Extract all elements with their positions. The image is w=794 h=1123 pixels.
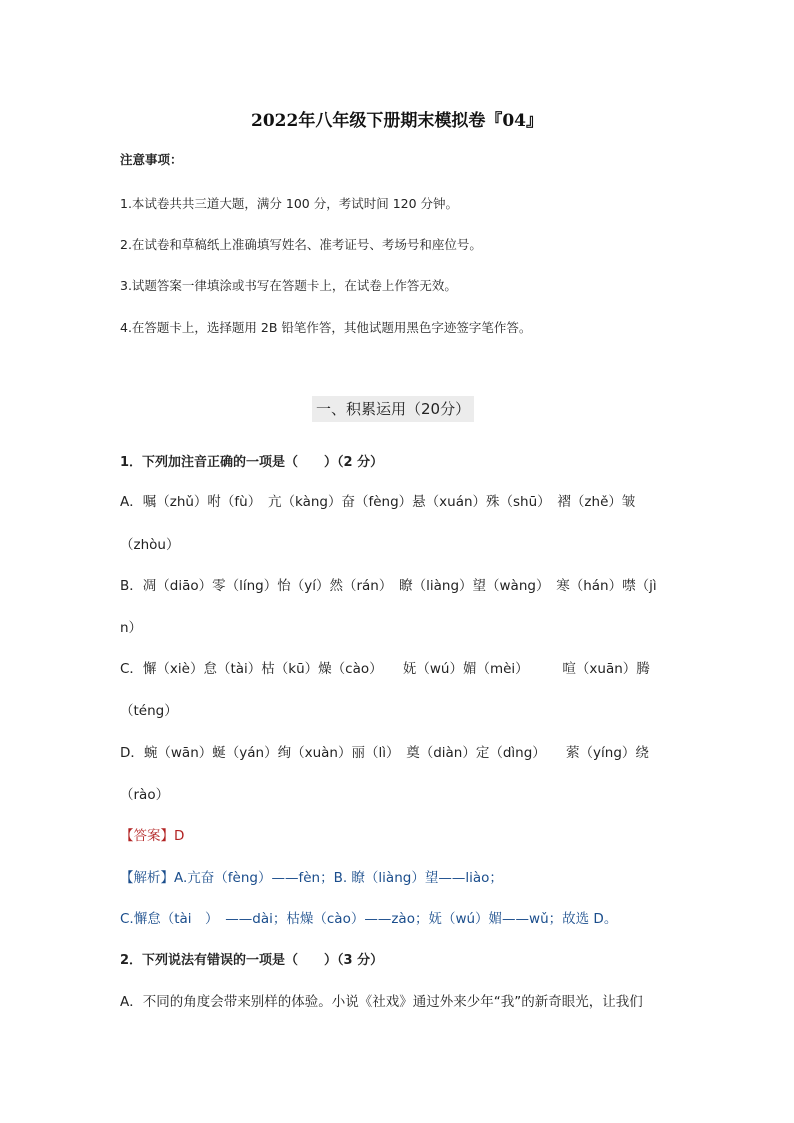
answer-line [120,824,184,844]
analysis-line-2: C.懈怠（tài ） ——dài；枯燥（cào）——zào；妩（wú）媚——wǔ；故选 D。 [120,911,618,927]
question-1-option-a: A．嘱（zhǔ）咐（fù） 亢（kàng）奋（fèng）悬（xuán）殊（shū） 褶（zhě）皱 [120,494,636,510]
notice-item: 1.本试卷共共三道大题，满分 100 分，考试时间 120 分钟。 [120,196,459,211]
question-1-option-c: C．懈（xiè）怠（tài）枯（kū）燥（cào） 妩（wú）媚（mèi） 喧（xuān）腾 [120,661,650,677]
question-1-option-c-cont: （téng） [120,703,178,719]
answer-tag: 【答案】 [120,828,174,844]
analysis-text: A.亢奋（fèng）——fèn；B. 瞭（liàng）望——liào； [174,870,503,886]
question-1-option-a-cont: （zhòu） [120,537,180,553]
section-heading: 一、积累运用（20分） [312,396,474,422]
notice-item: 2.在试卷和草稿纸上准确填写姓名、准考证号、考场号和座位号。 [120,237,482,252]
notice-heading: 注意事项： [120,152,183,167]
notice-item: 3.试题答案一律填涂或书写在答题卡上，在试卷上作答无效。 [120,278,457,293]
question-1-option-d-cont: （rào） [120,787,170,803]
analysis-line [120,866,503,886]
page-title: 2022年八年级下册期末模拟卷『04』 [251,111,543,131]
analysis-tag: 【解析】 [120,870,174,886]
answer-value: D [174,828,185,844]
question-1-stem: 1．下列加注音正确的一项是（ ）（2 分） [120,455,384,470]
question-1-option-b-cont: n） [120,620,143,636]
question-2-option-a: A．不同的角度会带来别样的体验。小说《社戏》通过外来少年“我”的新奇眼光，让我们 [120,994,643,1010]
question-1-option-d: D．蜿（wān）蜒（yán）绚（xuàn）丽（lì） 奠（diàn）定（dìng） 萦（yíng）绕 [120,745,649,761]
question-2-stem: 2．下列说法有错误的一项是（ ）（3 分） [120,953,384,968]
question-1-option-b: B．凋（diāo）零（líng）怡（yí）然（rán） 瞭（liàng）望（wàng） 寒（hán）噤（jì [120,578,657,594]
notice-item: 4.在答题卡上，选择题用 2B 铅笔作答，其他试题用黑色字迹签字笔作答。 [120,320,532,335]
